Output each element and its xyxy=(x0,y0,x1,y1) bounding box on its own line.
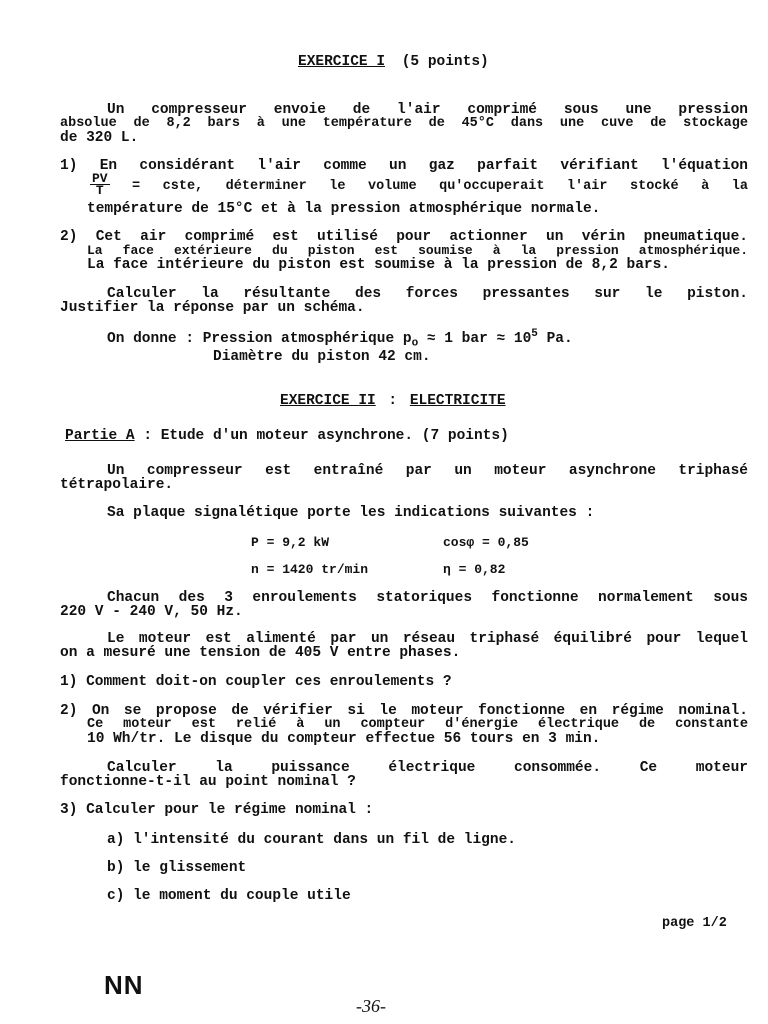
ex2-question-3c: c) le moment du couple utile xyxy=(107,888,351,904)
ex2-windings-line-1: Chacun des 3 enroulements statoriques fonctionne normalement sous xyxy=(107,590,748,606)
page-number-label: page 1/2 xyxy=(662,916,727,931)
logo xyxy=(104,970,144,1001)
ex2-intro-line-1: Un compresseur est entraîné par un moteur asynchrone triphasé xyxy=(107,463,748,479)
part-a-heading xyxy=(65,428,509,444)
fraction-denominator: T xyxy=(95,183,104,198)
fraction-numerator: PV xyxy=(92,171,108,186)
ex2-windings-line-2: 220 V - 240 V, 50 Hz. xyxy=(60,604,243,620)
ex2-question-1: 1) Comment doit-on coupler ces enroulements ? xyxy=(60,674,452,690)
handwritten-page-number: -36- xyxy=(356,996,386,1016)
given-subscript: o xyxy=(411,337,419,350)
ex2-q2-line-1: 2) On se propose de vérifier si le moteur fonctionne en régime nominal. xyxy=(60,703,748,719)
ex1-intro-line-2: absolue de 8,2 bars à une température de 45°C dans une cuve de stockage xyxy=(60,116,748,131)
ex1-q2-line-1: 2) Cet air comprimé est utilisé pour actionner un vérin pneumatique. xyxy=(60,229,748,245)
given-prefix: On donne : Pression atmosphérique p xyxy=(107,330,412,347)
part-a-label: Partie A xyxy=(65,428,135,444)
plate-power-factor: cosφ = 0,85 xyxy=(443,535,529,550)
ex2-calc-line-2: fonctionne-t-il au point nominal ? xyxy=(60,774,356,790)
given-suffix: Pa. xyxy=(537,330,573,347)
ex1-calc-line-1: Calculer la résultante des forces pressantes sur le piston. xyxy=(107,286,748,302)
exercise-2-subject: ELECTRICITE xyxy=(409,393,506,409)
plate-speed: n = 1420 tr/min xyxy=(251,562,369,577)
ex2-supply-line-2: on a mesuré une tension de 405 V entre phases. xyxy=(60,645,461,661)
ex2-intro-line-2: tétrapolaire. xyxy=(60,477,174,493)
exercise-2-heading xyxy=(280,393,506,409)
ex1-q2-line-3: La face intérieure du piston est soumise à la pression de 8,2 bars. xyxy=(87,257,670,273)
ex1-given-pressure xyxy=(107,328,573,350)
plate-power: P = 9,2 kW xyxy=(251,535,330,550)
exercise-1-title: EXERCICE I xyxy=(298,54,386,70)
logo-text: NN xyxy=(104,970,144,1000)
part-a-text: : Etude d'un moteur asynchrone. (7 points) xyxy=(143,428,509,444)
ex2-question-3: 3) Calculer pour le régime nominal : xyxy=(60,802,374,818)
ex1-q1-line-2: = cste, déterminer le volume qu'occuperait l'air stocké à la xyxy=(132,179,748,194)
ex1-calc-line-2: Justifier la réponse par un schéma. xyxy=(60,300,365,316)
exercise-1-points: (5 points) xyxy=(401,54,489,70)
ex2-calc-line-1: Calculer la puissance électrique consommée. Ce moteur xyxy=(107,760,748,776)
exercise-2-title: EXERCICE II xyxy=(280,393,376,409)
ex1-given-diameter: Diamètre du piston 42 cm. xyxy=(213,349,431,365)
exercise-2-separator: : xyxy=(388,393,398,409)
plate-efficiency: η = 0,82 xyxy=(443,562,506,577)
ex2-question-3b: b) le glissement xyxy=(107,860,247,876)
ex1-q1-line-1: 1) En considérant l'air comme un gaz parfait vérifiant l'équation xyxy=(60,158,748,174)
ex1-q2-line-2: La face extérieure du piston est soumise à la pression atmosphérique. xyxy=(87,243,748,258)
given-exponent: 5 xyxy=(531,328,538,340)
given-mid: ≈ 1 bar ≈ 10 xyxy=(418,330,532,347)
ex1-intro-line-3: de 320 L. xyxy=(60,130,139,146)
ex2-question-3a: a) l'intensité du courant dans un fil de ligne. xyxy=(107,832,516,848)
exercise-1-heading xyxy=(298,54,489,70)
ex1-intro-line-1: Un compresseur envoie de l'air comprimé sous une pression xyxy=(107,102,748,118)
ex2-q2-line-2: Ce moteur est relié à un compteur d'énergie électrique de constante xyxy=(87,717,748,732)
ex2-q2-line-3: 10 Wh/tr. Le disque du compteur effectue 56 tours en 3 min. xyxy=(87,731,601,747)
ex2-plate-intro: Sa plaque signalétique porte les indications suivantes : xyxy=(107,505,595,521)
ex1-q1-fraction xyxy=(90,173,110,196)
ex2-supply-line-1: Le moteur est alimenté par un réseau triphasé équilibré pour lequel xyxy=(107,631,748,647)
ex1-q1-line-3: température de 15°C et à la pression atmosphérique normale. xyxy=(87,201,601,217)
